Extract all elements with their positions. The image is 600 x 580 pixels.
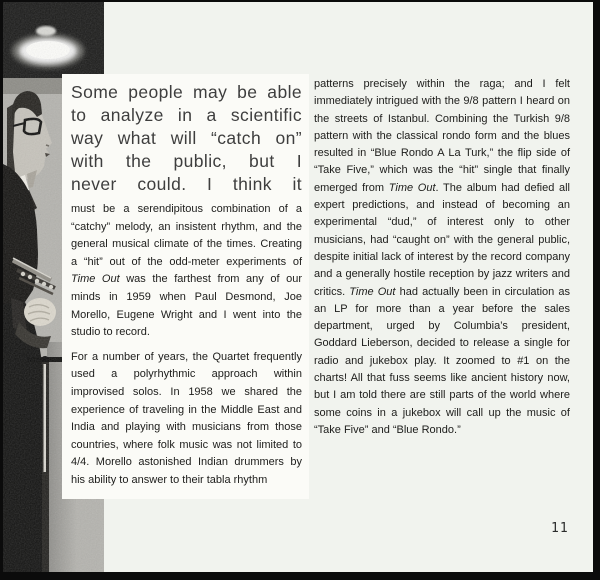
quote-line: way what will “catch on” [71,128,302,148]
quote-line: never could. I think it [71,174,302,194]
page-number: 11 [551,521,569,536]
left-paragraph-1: must be a serendipitous combination of a “catchy” melody, an insistent rhythm, and the general musical climate of the times. Creating a “hit” out of the odd-meter experiments of Time Out was the farthest from any of our minds in 1959 when Paul Desmond, Joe Morello, Eugene Wright and I went into the studio to record. [71,203,302,339]
left-paragraph-2: For a number of years, the Quartet frequently used a polyrhythmic approach within improvised solos. In 1958 we shared the experience of traveling in the Middle East and India and playing with musicians from those countries, where folk music was not limited to 4/4. Morello astonished Indian drummers by his ability to answer to their tabla rhythm [71,350,302,486]
quote-text-box [62,74,309,499]
quote-line: to analyze in a scientific [71,105,302,125]
quote-line: Some people may be able [71,82,302,102]
right-text-column [314,76,570,439]
quote-line: with the public, but I [71,151,302,171]
right-paragraph: patterns precisely within the raga; and I felt immediately intrigued with the 9/8 pattern I heard on the streets of Istanbul. Combining the Turkish 9/8 pattern with the classical rondo form and the blues resulted in “Blue Rondo A La Turk,” the flip side of “Take Five,” which was the “hit” single that finally emerged from Time Out. The album had defied all expert predictions, and instead of becoming an experimental “dud,” of interest only to other musicians, had “caught on” with the general public, despite initial lack of interest by the record company and a generally hostile reception by jazz writers and critics. Time Out had actually been in circulation as an LP for more than a year before the sales department, urged by Columbia’s president, Goddard Lieberson, decided to release a single for radio and jukebox play. It zoomed to #1 on the charts! All that fuss seems like ancient history now, but I am told there are still parts of the world where some coins in a jukebox will call up the music of “Take Five” and “Blue Rondo.” [314,78,570,436]
pull-quote [71,81,302,196]
